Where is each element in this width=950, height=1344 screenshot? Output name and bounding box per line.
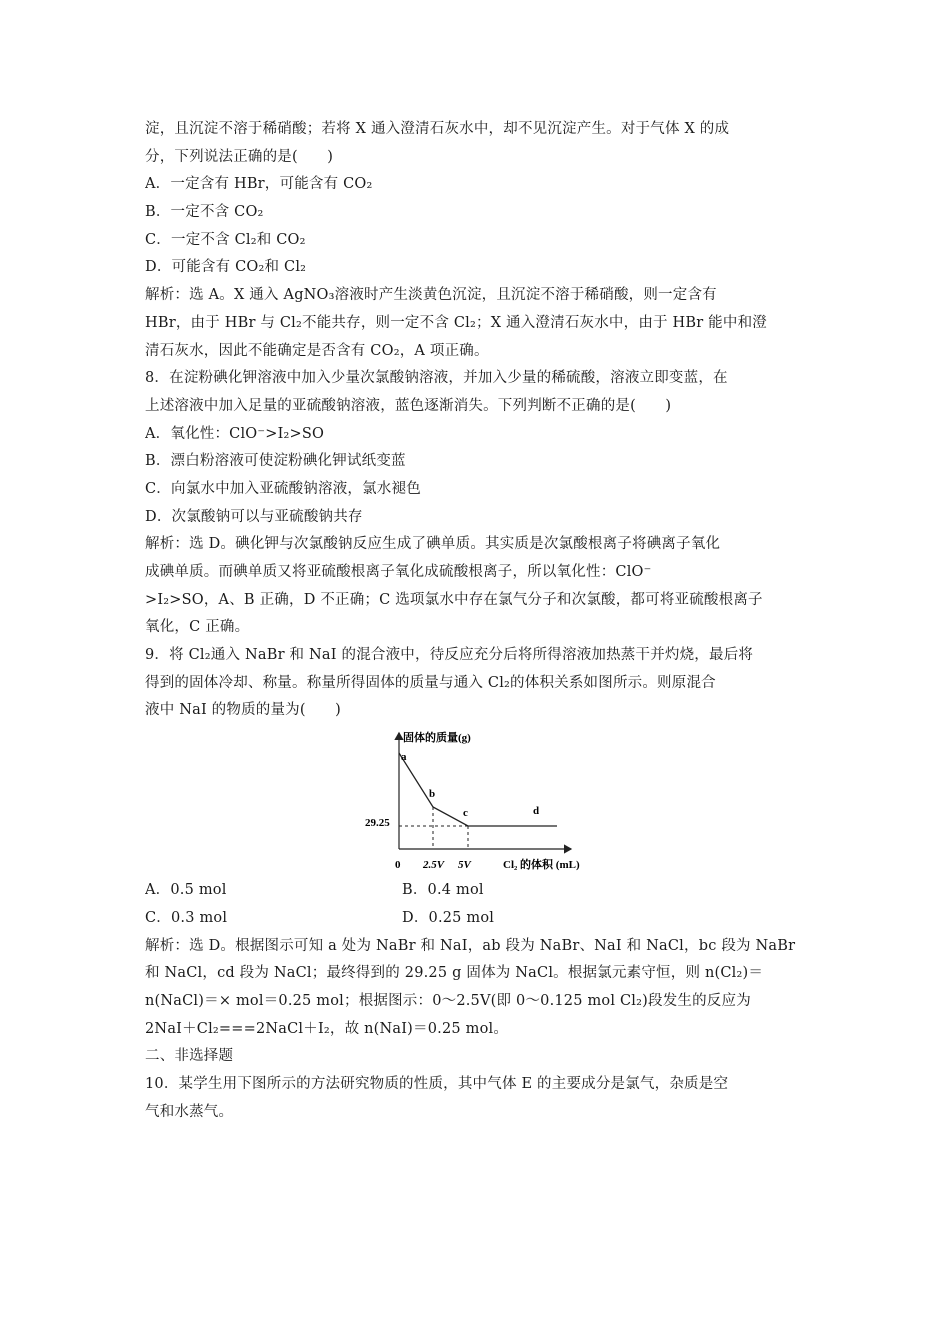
text-line: 淀，且沉淀不溶于稀硝酸；若将 X 通入澄清石灰水中，却不见沉淀产生。对于气体 X 的成 [145,121,730,137]
text-line: 8．在淀粉碘化钾溶液中加入少量次氯酸钠溶液，并加入少量的稀硫酸，溶液立即变蓝，在 [145,370,728,387]
point-label-c: c [463,807,468,820]
text-line: 10．某学生用下图所示的方法研究物质的性质，其中气体 E 的主要成分是氯气，杂质是空 [145,1075,729,1092]
text-block-bottom [145,933,810,1127]
text-line: 气和水蒸气。 [145,1103,234,1120]
text-line: 得到的固体冷却、称量。称量所得固体的质量与通入 Cl₂的体积关系如图所示。则原混合 [145,674,716,691]
text-line: D．可能含有 CO₂和 Cl₂ [145,259,307,276]
text-line: 解析：选 D。根据图示可知 a 处为 NaBr 和 NaI，ab 段为 NaBr、NaI 和 NaCl，bc 段为 NaBr [145,937,796,954]
text-line: 分，下列说法正确的是( ) [145,148,334,165]
text-line: 清石灰水，因此不能确定是否含有 CO₂，A 项正确。 [145,342,489,359]
text-line: HBr，由于 HBr 与 Cl₂不能共存，则一定不含 Cl₂；X 通入澄清石灰水中，由于 HBr 能中和澄 [145,314,767,331]
text-line: n(NaCl)＝× mol＝0.25 mol；根据图示：0～2.5V(即 0～0.125 mol Cl₂)段发生的反应为 [145,992,751,1009]
point-label-a: a [401,751,407,764]
text-line: 解析：选 A。X 通入 AgNO₃溶液时产生淡黄色沉淀，且沉淀不溶于稀硝酸，则一定含有 [145,287,717,304]
q9-option-d: D．0.25 mol [402,909,495,926]
text-line: 和 NaCl，cd 段为 NaCl；最终得到的 29.25 g 固体为 NaCl。根据氯元素守恒，则 n(Cl₂)＝ [145,965,764,982]
text-line: 解析：选 D。碘化钾与次氯酸钠反应生成了碘单质。其实质是次氯酸根离子将碘离子氧化 [145,536,721,553]
text-line: 2NaI＋Cl₂===2NaCl＋I₂，故 n(NaI)＝0.25 mol。 [145,1020,509,1037]
y-axis-label: 固体的质量(g) [403,732,471,745]
text-block-top [145,116,810,725]
x-axis-label: Cl₂ 的体积 (mL) [503,859,580,872]
text-line: 二、非选择题 [145,1048,234,1065]
q9-options-row-2 [145,905,810,933]
text-line: >I₂>SO，A、B 正确，D 不正确；C 选项氯水中存在氯气分子和次氯酸，都可将亚硫酸根离子 [145,591,763,608]
text-line: B．一定不含 CO₂ [145,204,264,221]
text-line: 液中 NaI 的物质的量为( ) [145,702,341,719]
text-line: 9．将 Cl₂通入 NaBr 和 NaI 的混合液中，待反应充分后将所得溶液加热蒸干并灼烧，最后将 [145,647,754,664]
chart-svg [345,725,605,877]
origin-label: 0 [395,859,401,872]
q9-option-b: B．0.4 mol [402,882,484,899]
y-tick-29-25: 29.25 [365,817,390,830]
text-line: 成碘单质。而碘单质又将亚硫酸根离子氧化成硫酸根离子，所以氧化性：ClO⁻ [145,564,652,580]
text-line: 上述溶液中加入足量的亚硫酸钠溶液，蓝色逐渐消失。下列判断不正确的是( ) [145,397,672,414]
q9-options-row-1 [145,877,810,905]
text-line: C．一定不含 Cl₂和 CO₂ [145,231,306,248]
text-line: D．次氯酸钠可以与亚硫酸钠共存 [145,508,363,525]
q9-option-c: C．0.3 mol [145,909,228,926]
text-line: B．漂白粉溶液可使淀粉碘化钾试纸变蓝 [145,453,406,470]
q9-option-a: A．0.5 mol [145,882,227,899]
x-tick-2-5v: 2.5V [423,859,445,872]
point-label-d: d [533,805,540,818]
text-line: 氧化，C 正确。 [145,619,250,636]
text-line: C．向氯水中加入亚硫酸钠溶液，氯水褪色 [145,480,421,497]
text-line: A．一定含有 HBr，可能含有 CO₂ [145,176,373,193]
x-tick-5v: 5V [458,859,471,872]
mass-volume-chart [345,725,810,877]
document-page [145,116,810,1126]
text-line: A．氧化性：ClO⁻>I₂>SO [145,425,325,442]
point-label-b: b [429,788,436,801]
